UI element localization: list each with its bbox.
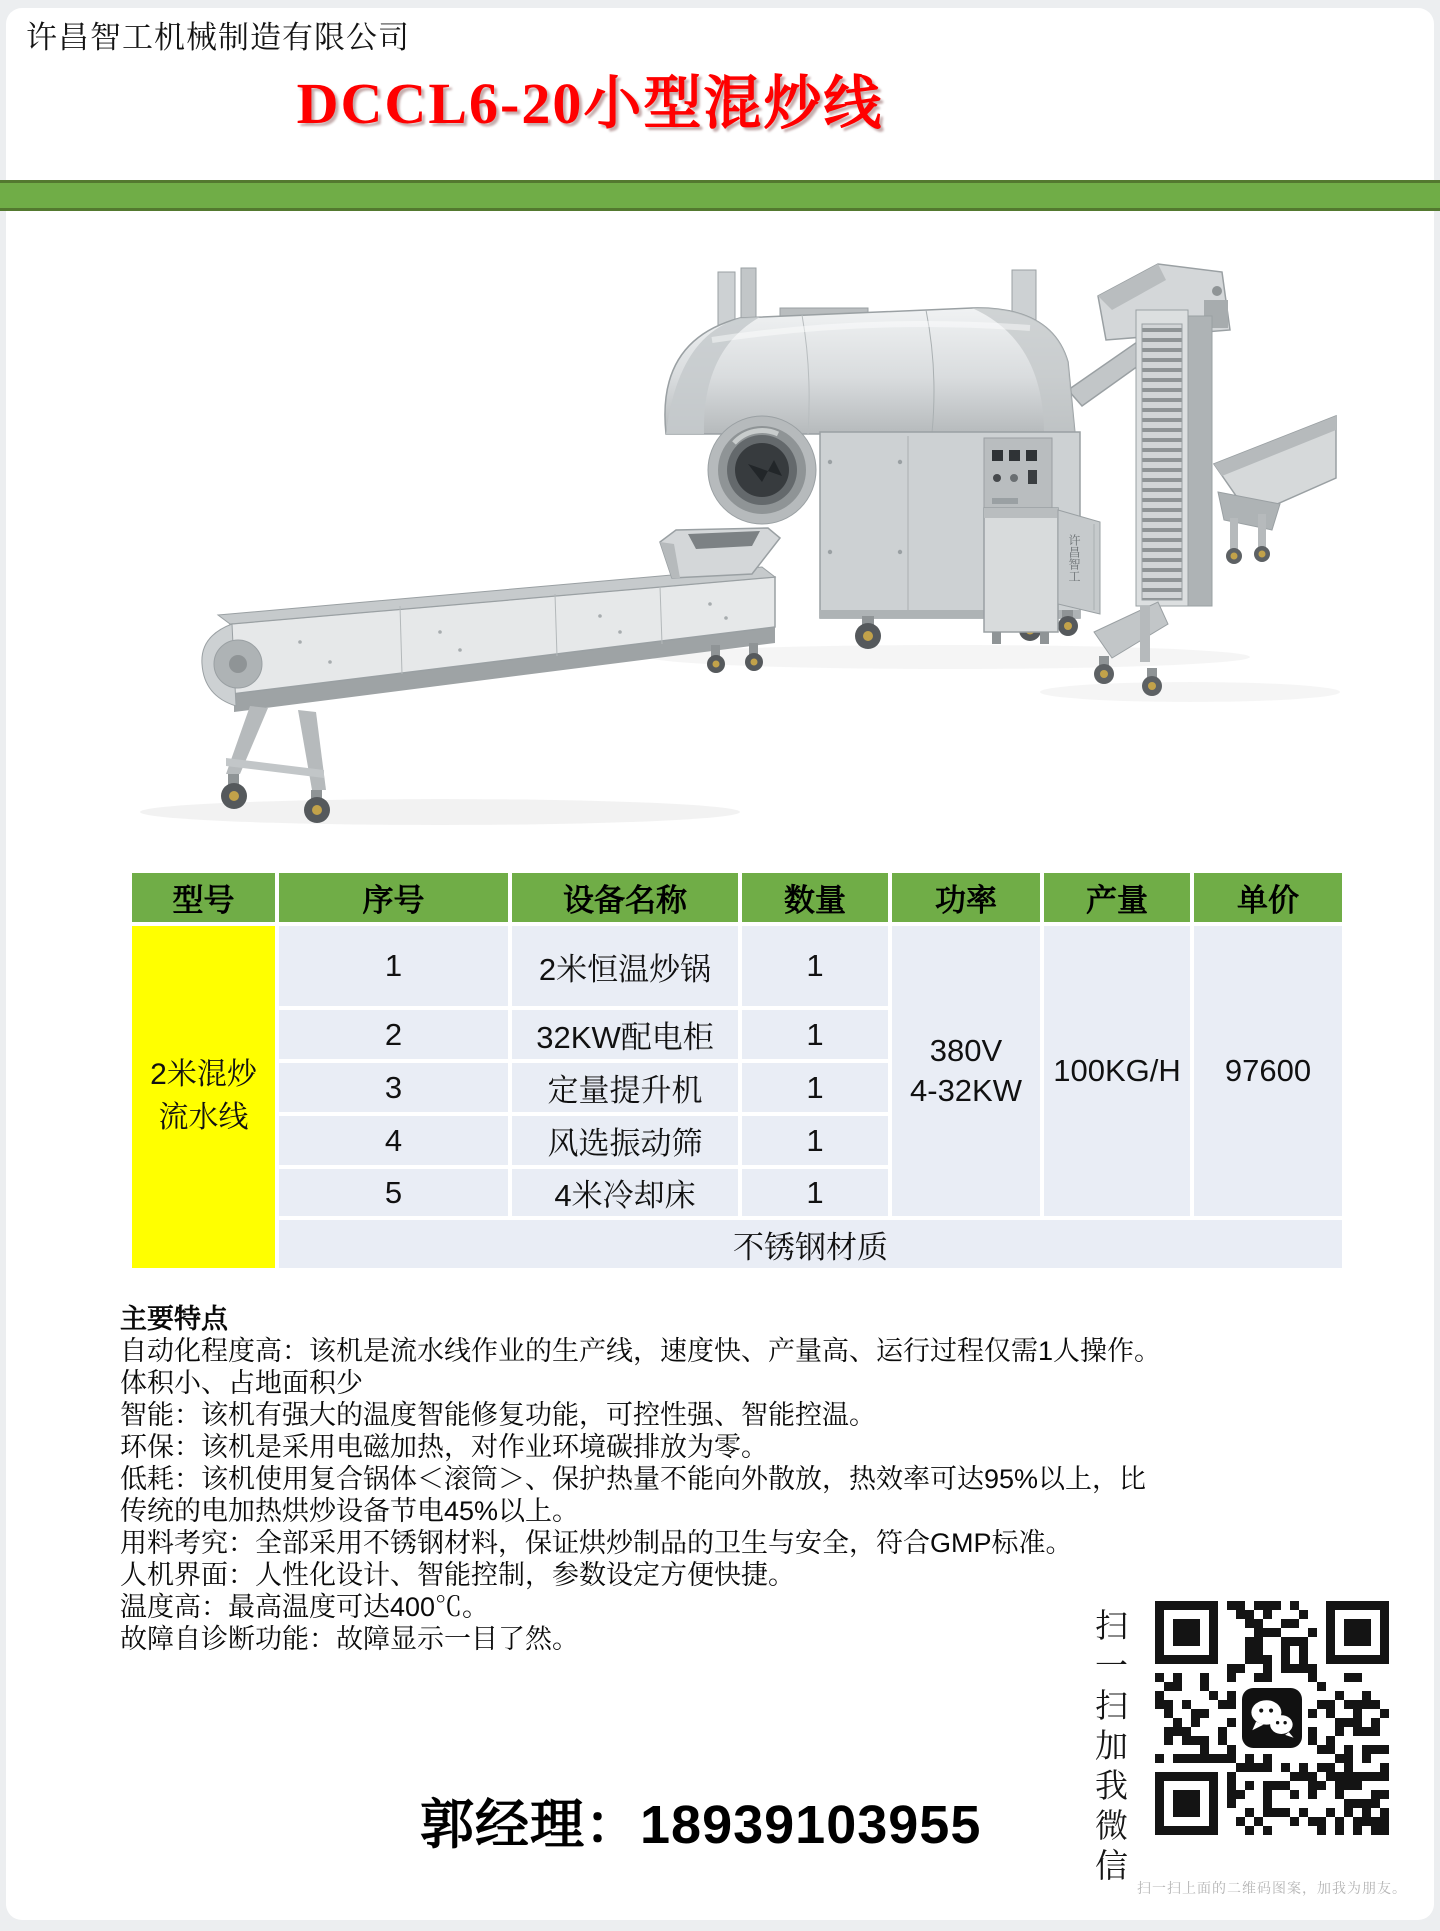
power-cabinet xyxy=(984,508,1100,644)
header-equipment: 设备名称 xyxy=(512,873,738,922)
feature-line: 体积小、占地面积少 xyxy=(120,1368,363,1398)
feature-line: 故障自诊断功能：故障显示一目了然。 xyxy=(120,1624,579,1654)
product-photo xyxy=(100,212,1340,862)
features-section xyxy=(120,1303,1230,1655)
equipment-name-cell: 32KW配电柜 xyxy=(512,1010,738,1059)
row-no-cell: 2 xyxy=(279,1010,508,1059)
header-output: 产量 xyxy=(1044,873,1190,922)
model-line2: 流水线 xyxy=(158,1101,249,1134)
feature-line: 用料考究：全部采用不锈钢材料，保证烘炒制品的卫生与安全，符合GMP标准。 xyxy=(120,1528,1073,1558)
equipment-name-cell: 定量提升机 xyxy=(512,1063,738,1112)
company-name: 许昌智工机械制造有限公司 xyxy=(26,20,410,55)
header-model: 型号 xyxy=(132,873,275,922)
cabinet-brand-label: 许昌智工 xyxy=(1067,534,1081,582)
feature-line: 自动化程度高：该机是流水线作业的生产线，速度快、产量高、运行过程仅需1人操作。 xyxy=(120,1336,1162,1366)
wechat-icon xyxy=(1238,1684,1306,1752)
page-title: DCCL6-20小型混炒线 xyxy=(296,71,884,136)
cooling-conveyor xyxy=(202,528,780,823)
contact-label: 郭经理： xyxy=(420,1795,640,1855)
header-no: 序号 xyxy=(279,873,508,922)
feature-line: 低耗：该机使用复合锅体＜滚筒＞、保护热量不能向外散放，热效率可达95%以上，比 xyxy=(120,1464,1147,1494)
qty-cell: 1 xyxy=(742,1116,888,1165)
equipment-name-cell: 风选振动筛 xyxy=(512,1116,738,1165)
price-cell: 97600 xyxy=(1194,926,1342,1216)
qty-cell: 1 xyxy=(742,926,888,1006)
row-no-cell: 3 xyxy=(279,1063,508,1112)
model-cell xyxy=(132,926,275,1268)
header-price: 单价 xyxy=(1194,873,1342,922)
green-divider-bar xyxy=(0,180,1440,211)
power-cell xyxy=(892,926,1040,1216)
elevator-machine xyxy=(1068,264,1336,696)
feature-line: 传统的电加热烘炒设备节电45%以上。 xyxy=(120,1496,580,1526)
power-line2: 4-32KW xyxy=(910,1073,1022,1108)
features-title: 主要特点 xyxy=(120,1304,228,1334)
power-line1: 380V xyxy=(929,1032,1003,1068)
feature-line: 人机界面：人性化设计、智能控制，参数设定方便快捷。 xyxy=(120,1560,795,1590)
qty-cell: 1 xyxy=(742,1169,888,1216)
equipment-name-cell: 4米冷却床 xyxy=(512,1169,738,1216)
output-cell: 100KG/H xyxy=(1044,926,1190,1216)
header-qty: 数量 xyxy=(742,873,888,922)
row-no-cell: 1 xyxy=(279,926,508,1006)
feature-line: 环保：该机是采用电磁加热，对作业环境碳排放为零。 xyxy=(120,1432,768,1462)
model-line1: 2米混炒 xyxy=(150,1058,257,1092)
contact-line xyxy=(420,1782,981,1859)
header-power: 功率 xyxy=(892,873,1040,922)
contact-phone: 18939103955 xyxy=(640,1795,982,1855)
material-cell: 不锈钢材质 xyxy=(279,1220,1342,1268)
equipment-name-cell: 2米恒温炒锅 xyxy=(512,926,738,1006)
spec-table xyxy=(132,873,1342,1268)
feature-line: 温度高：最高温度可达400℃。 xyxy=(120,1592,490,1622)
row-no-cell: 4 xyxy=(279,1116,508,1165)
feature-line: 智能：该机有强大的温度智能修复功能，可控性强、智能控温。 xyxy=(120,1400,876,1430)
qty-cell: 1 xyxy=(742,1063,888,1112)
qty-cell: 1 xyxy=(742,1010,888,1059)
wechat-scan-label: 扫一扫加我微信 xyxy=(1091,1608,1128,1888)
qr-caption: 扫一扫上面的二维码图案，加我为朋友。 xyxy=(1137,1880,1407,1896)
row-no-cell: 5 xyxy=(279,1169,508,1216)
